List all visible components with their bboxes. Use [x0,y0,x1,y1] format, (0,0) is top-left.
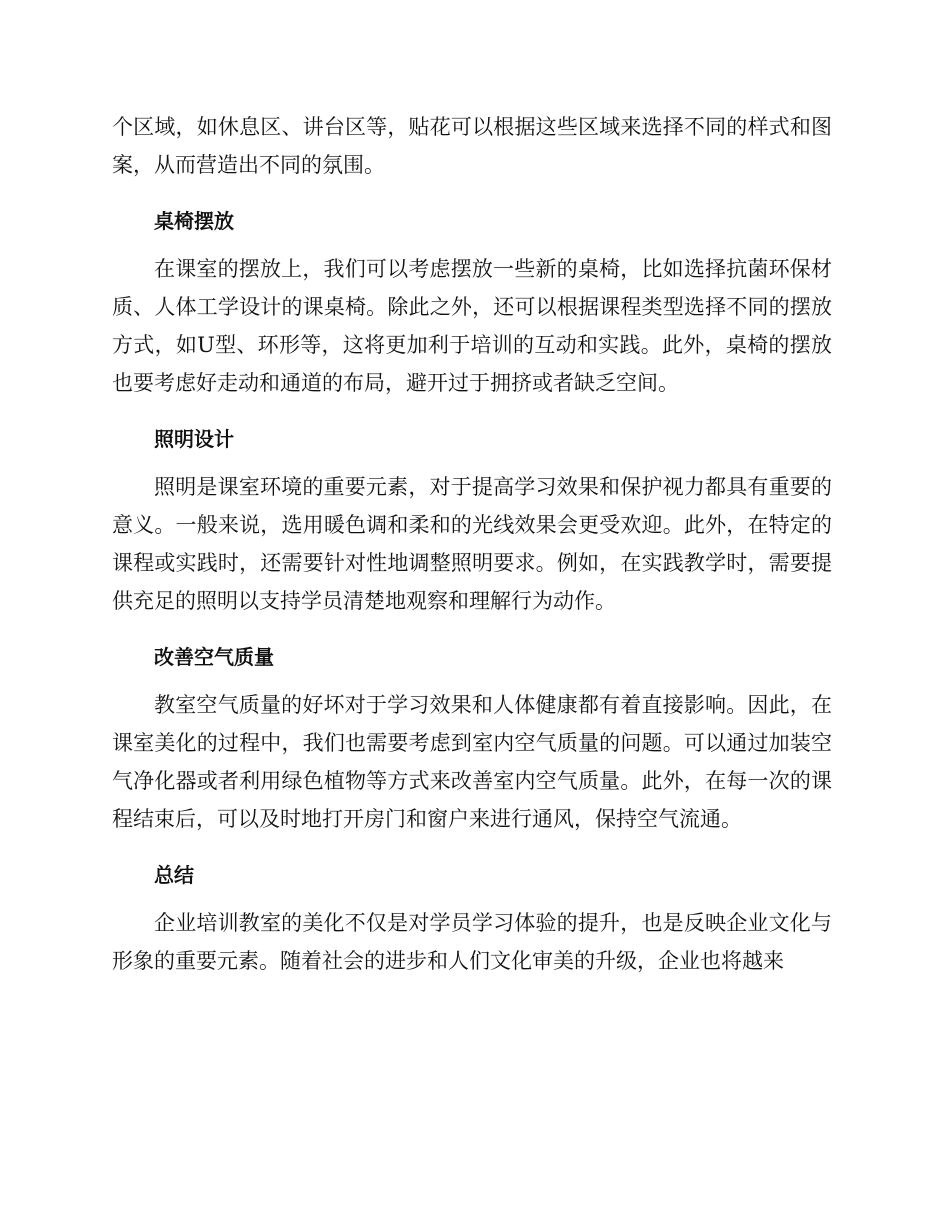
section-heading-desk-arrangement: 桌椅摆放 [154,209,234,233]
section-body-lighting-design: 照明是课室环境的重要元素，对于提高学习效果和保护视力都具有重要的意义。一般来说，选用暖色调和柔和的光线效果会更受欢迎。此外，在特定的课程或实践时，还需要针对性地调整照明要求。例如，在实践教学时，需要提供充足的照明以支持学员清楚地观察和理解行为动作。 [112,475,832,613]
section-body-air-quality: 教室空气质量的好坏对于学习效果和人体健康都有着直接影响。因此，在课室美化的过程中，我们也需要考虑到室内空气质量的问题。可以通过加装空气净化器或者利用绿色植物等方式来改善室内空气质量。此外，在每一次的课程结束后，可以及时地打开房门和窗户来进行通风，保持空气流通。 [112,693,832,831]
section-heading-summary: 总结 [154,863,194,887]
section-heading-air-quality: 改善空气质量 [154,645,274,669]
section-body-summary: 企业培训教室的美化不仅是对学员学习体验的提升，也是反映企业文化与形象的重要元素。随着社会的进步和人们文化审美的升级，企业也将越来 [112,911,832,973]
spacer [112,240,832,250]
spacer [112,894,832,904]
section-body-desk-arrangement: 在课室的摆放上，我们可以考虑摆放一些新的桌椅，比如选择抗菌环保材质、人体工学设计的课桌椅。除此之外，还可以根据课程类型选择不同的摆放方式，如U型、环形等，这将更加利于培训的互动和实践。此外，桌椅的摆放也要考虑好走动和通道的布局，避开过于拥挤或者缺乏空间。 [112,257,832,395]
spacer [112,838,832,856]
spacer [112,458,832,468]
spacer [112,184,832,202]
intro-continuation-paragraph: 个区域，如休息区、讲台区等，贴花可以根据这些区域来选择不同的样式和图案，从而营造出不同的氛围。 [112,115,832,177]
section-heading-lighting-design: 照明设计 [154,427,234,451]
spacer [112,402,832,420]
spacer [112,676,832,686]
document-content [112,108,832,980]
spacer [112,620,832,638]
